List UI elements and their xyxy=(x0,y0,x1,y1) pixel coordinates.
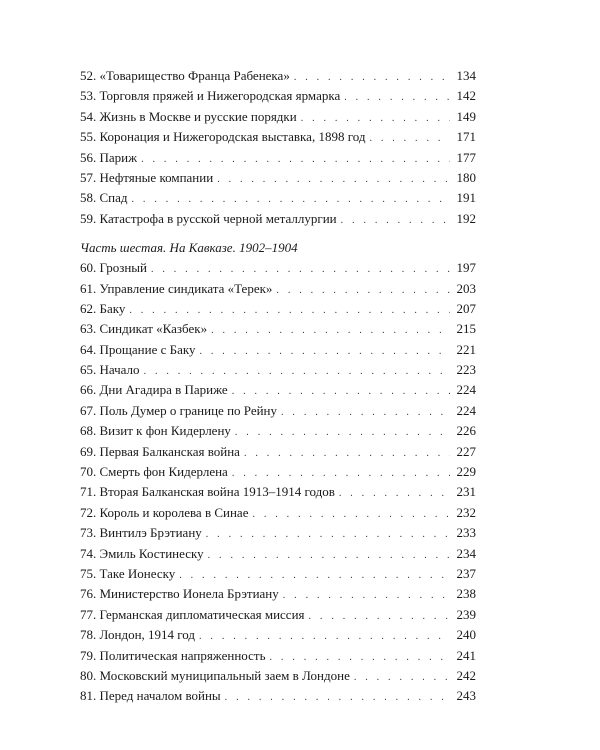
dot-leader xyxy=(294,68,450,88)
toc-entry-page-number: 191 xyxy=(456,190,476,206)
toc-entry-title: 80. Московский муниципальный заем в Лондоне xyxy=(80,667,350,683)
toc-entry xyxy=(80,584,476,604)
dot-leader xyxy=(179,566,450,586)
toc-entry xyxy=(80,340,476,360)
toc-entry-title: 70. Смерть фон Кидерлена xyxy=(80,464,228,480)
toc-entry xyxy=(80,148,476,168)
dot-leader xyxy=(309,607,450,627)
toc-entry xyxy=(80,421,476,441)
toc-entry-title: 64. Прощание с Баку xyxy=(80,341,196,357)
toc-entry-title: 55. Коронация и Нижегородская выставка, 1898 год xyxy=(80,129,366,145)
toc-entry-title: 53. Торговля пряжей и Нижегородская ярмарка xyxy=(80,88,341,104)
toc-entry-title: 79. Политическая напряженность xyxy=(80,647,266,663)
dot-leader xyxy=(217,170,450,190)
toc-entry xyxy=(80,564,476,584)
toc-entry-page-number: 221 xyxy=(456,341,476,357)
toc-entry-title: 63. Синдикат «Казбек» xyxy=(80,321,208,337)
dot-leader xyxy=(244,444,450,464)
toc-entry xyxy=(80,544,476,564)
table-of-contents xyxy=(80,66,476,707)
toc-entry-page-number: 229 xyxy=(456,464,476,480)
toc-entry-page-number: 171 xyxy=(456,129,476,145)
dot-leader xyxy=(206,525,450,545)
toc-entry-page-number: 177 xyxy=(456,149,476,165)
section-title: Часть шестая. На Кавказе. 1902–1904 xyxy=(80,240,298,256)
toc-entry-page-number: 224 xyxy=(456,382,476,398)
toc-entry xyxy=(80,401,476,421)
dot-leader xyxy=(129,301,450,321)
toc-entry xyxy=(80,360,476,380)
dot-leader xyxy=(225,688,450,708)
toc-entry-page-number: 197 xyxy=(456,260,476,276)
toc-entry-title: 54. Жизнь в Москве и русские порядки xyxy=(80,108,297,124)
toc-entry-page-number: 215 xyxy=(456,321,476,337)
toc-entry-title: 68. Визит к фон Кидерлену xyxy=(80,423,231,439)
toc-entry xyxy=(80,503,476,523)
toc-entry-title: 59. Катастрофа в русской черной металлургии xyxy=(80,210,337,226)
toc-entry-page-number: 227 xyxy=(456,443,476,459)
toc-entry-page-number: 134 xyxy=(456,68,476,83)
toc-entry-title: 61. Управление синдиката «Терек» xyxy=(80,280,273,296)
toc-entry-page-number: 142 xyxy=(456,88,476,104)
toc-entry-title: 81. Перед началом войны xyxy=(80,688,221,704)
toc-entry-title: 73. Винтилэ Брэтиану xyxy=(80,525,202,541)
toc-entry-title: 57. Нефтяные компании xyxy=(80,169,214,185)
toc-entry-page-number: 241 xyxy=(456,647,476,663)
toc-entry-page-number: 237 xyxy=(456,565,476,581)
toc-entry-page-number: 234 xyxy=(456,545,476,561)
toc-entry xyxy=(80,523,476,543)
toc-entry-page-number: 238 xyxy=(456,586,476,602)
dot-leader xyxy=(283,586,450,606)
toc-entry-title: 66. Дни Агадира в Париже xyxy=(80,382,228,398)
dot-leader xyxy=(208,546,450,566)
dot-leader xyxy=(235,423,450,443)
toc-entry xyxy=(80,209,476,229)
toc-entry xyxy=(80,168,476,188)
toc-entry-title: 62. Баку xyxy=(80,300,126,316)
dot-leader xyxy=(200,342,451,362)
toc-entry-title: 69. Первая Балканская война xyxy=(80,443,240,459)
toc-entry-page-number: 223 xyxy=(456,362,476,378)
toc-entry-title: 71. Вторая Балканская война 1913–1914 годов xyxy=(80,484,335,500)
toc-entry xyxy=(80,605,476,625)
toc-entry-page-number: 240 xyxy=(456,627,476,643)
toc-entry-page-number: 242 xyxy=(456,667,476,683)
dot-leader xyxy=(151,260,450,280)
toc-entry xyxy=(80,258,476,278)
toc-entry-title: 58. Спад xyxy=(80,190,128,206)
dot-leader xyxy=(369,129,450,149)
dot-leader xyxy=(344,88,450,108)
toc-entry-page-number: 226 xyxy=(456,423,476,439)
toc-entry xyxy=(80,380,476,400)
toc-group-part-five xyxy=(80,66,476,229)
dot-leader xyxy=(232,382,450,402)
toc-entry-title: 77. Германская дипломатическая миссия xyxy=(80,606,305,622)
toc-entry-title: 65. Начало xyxy=(80,362,140,378)
toc-entry-title: 72. Король и королева в Синае xyxy=(80,504,249,520)
dot-leader xyxy=(270,648,450,668)
dot-leader xyxy=(281,403,450,423)
toc-entry-title: 52. «Товарищество Франца Рабенека» xyxy=(80,68,290,83)
toc-entry-page-number: 207 xyxy=(456,300,476,316)
dot-leader xyxy=(339,484,450,504)
dot-leader xyxy=(232,464,450,484)
toc-entry-title: 78. Лондон, 1914 год xyxy=(80,627,196,643)
dot-leader xyxy=(132,190,450,210)
toc-entry-page-number: 203 xyxy=(456,280,476,296)
toc-entry-title: 74. Эмиль Костинеску xyxy=(80,545,204,561)
toc-entry-page-number: 180 xyxy=(456,169,476,185)
toc-entry xyxy=(80,442,476,462)
toc-entry xyxy=(80,666,476,686)
toc-entry xyxy=(80,625,476,645)
toc-entry xyxy=(80,686,476,706)
toc-entry xyxy=(80,127,476,147)
toc-entry xyxy=(80,319,476,339)
toc-entry-page-number: 239 xyxy=(456,606,476,622)
toc-entry-title: 76. Министерство Ионела Брэтиану xyxy=(80,586,279,602)
toc-entry xyxy=(80,66,476,86)
toc-entry-page-number: 232 xyxy=(456,504,476,520)
dot-leader xyxy=(199,627,450,647)
toc-entry xyxy=(80,299,476,319)
toc-entry xyxy=(80,646,476,666)
toc-entry-page-number: 224 xyxy=(456,402,476,418)
toc-entry-title: 67. Поль Думер о границе по Рейну xyxy=(80,402,278,418)
toc-entry xyxy=(80,188,476,208)
dot-leader xyxy=(211,321,450,341)
toc-entry xyxy=(80,462,476,482)
dot-leader xyxy=(301,109,450,129)
dot-leader xyxy=(354,668,450,688)
dot-leader xyxy=(276,281,450,301)
toc-entry xyxy=(80,279,476,299)
toc-entry-page-number: 243 xyxy=(456,688,476,704)
toc-entry xyxy=(80,86,476,106)
dot-leader xyxy=(144,362,450,382)
toc-entry xyxy=(80,107,476,127)
toc-group-part-six xyxy=(80,258,476,707)
toc-entry-title: 56. Париж xyxy=(80,149,138,165)
toc-entry-title: 60. Грозный xyxy=(80,260,147,276)
toc-entry xyxy=(80,482,476,502)
dot-leader xyxy=(252,505,450,525)
toc-entry-page-number: 233 xyxy=(456,525,476,541)
dot-leader xyxy=(141,150,450,170)
dot-leader xyxy=(341,211,450,231)
toc-entry-page-number: 192 xyxy=(456,210,476,226)
toc-entry-page-number: 231 xyxy=(456,484,476,500)
toc-entry-page-number: 149 xyxy=(456,108,476,124)
toc-entry-title: 75. Таке Ионеску xyxy=(80,565,176,581)
